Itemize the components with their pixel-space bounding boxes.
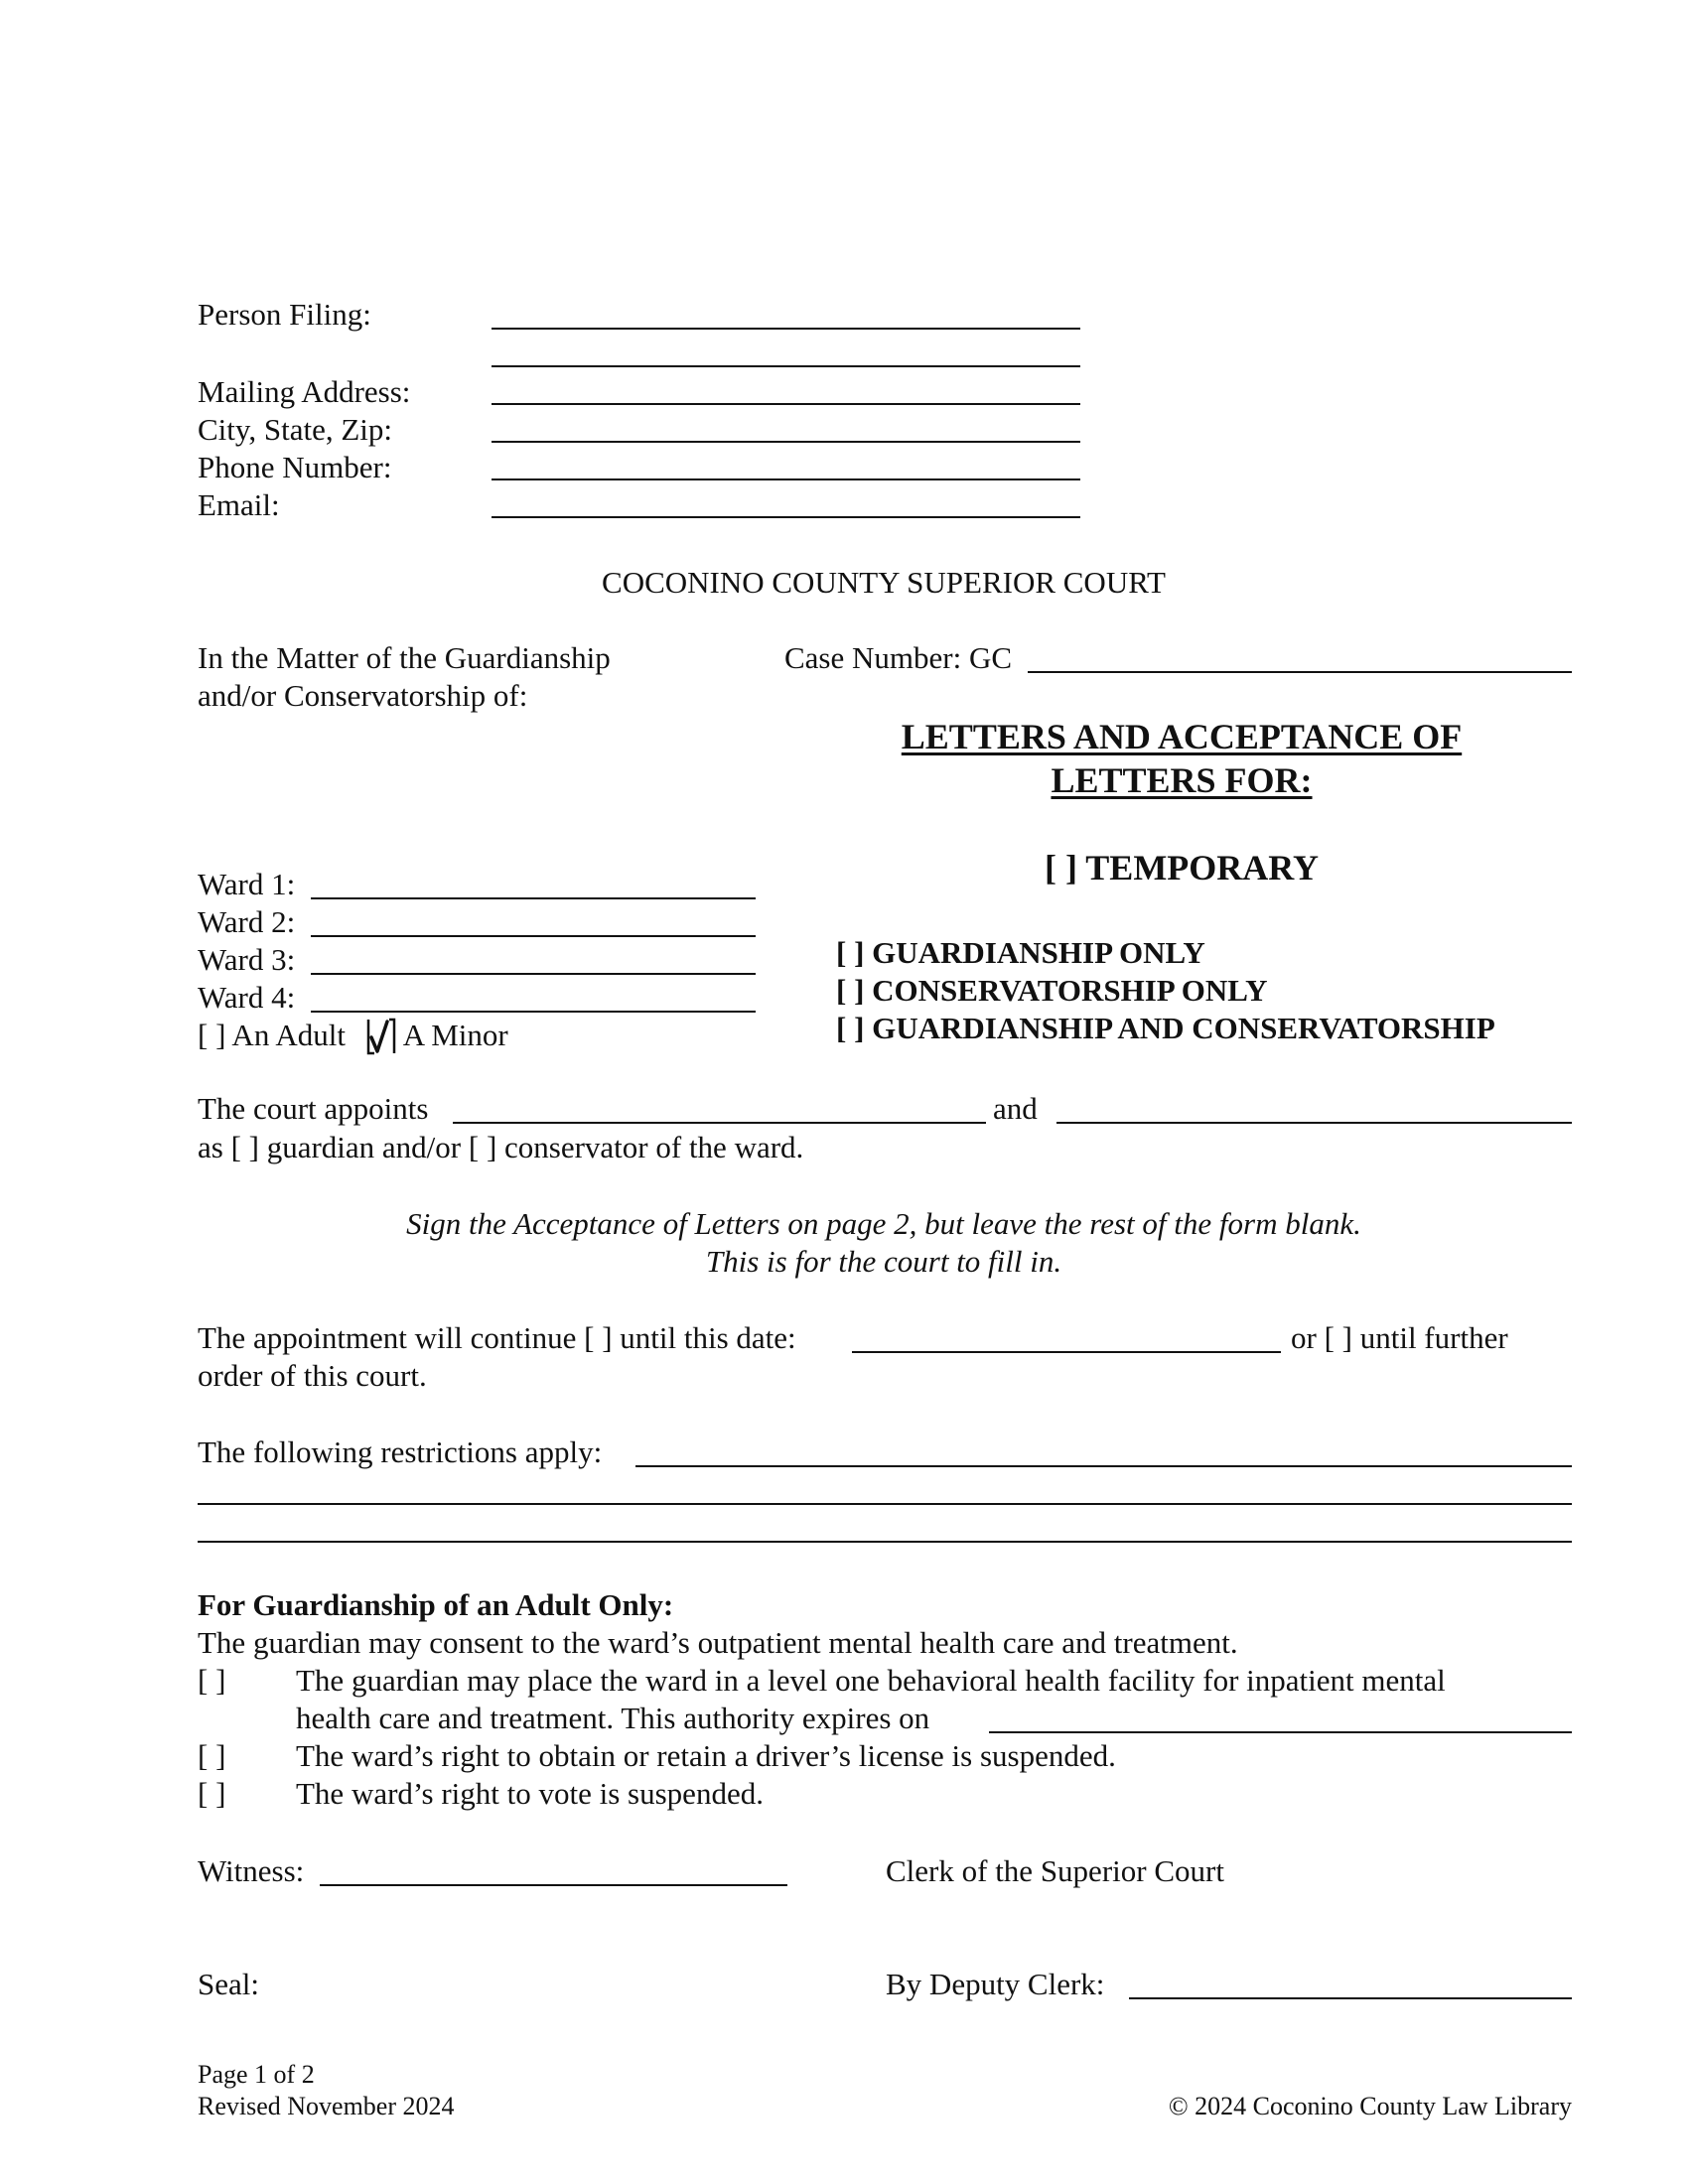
inpatient-text-2: health care and treatment. This authority expires on	[296, 1701, 930, 1735]
form-title-line-1: LETTERS AND ACCEPTANCE OF	[901, 717, 1463, 756]
person-filing-label: Person Filing:	[198, 297, 371, 332]
ward-2-label: Ward 2:	[198, 904, 296, 939]
city-state-zip-label: City, State, Zip:	[198, 412, 393, 447]
restrictions-field-1[interactable]	[635, 1465, 1572, 1467]
minor-label: A Minor	[402, 1018, 508, 1052]
ward-4-field[interactable]	[311, 1011, 756, 1013]
mailing-address-label: Mailing Address:	[198, 374, 411, 409]
instruction-line-1: Sign the Acceptance of Letters on page 2, but leave the rest of the form blank.	[406, 1206, 1361, 1241]
continuation-or[interactable]: or [ ] until further	[1291, 1320, 1508, 1355]
inpatient-checkbox[interactable]: [ ]	[198, 1663, 226, 1698]
case-number-field[interactable]	[1028, 671, 1572, 673]
ward-4-label: Ward 4:	[198, 980, 296, 1015]
appoint-and: and	[993, 1091, 1038, 1126]
deputy-clerk-field[interactable]	[1129, 1997, 1572, 1999]
witness-field[interactable]	[320, 1884, 787, 1886]
vote-text: The ward’s right to vote is suspended.	[296, 1776, 764, 1811]
continuation-date-field[interactable]	[852, 1351, 1281, 1353]
footer-page: Page 1 of 2	[198, 2060, 315, 2089]
restrictions-label: The following restrictions apply:	[198, 1434, 603, 1469]
email-field[interactable]	[492, 516, 1080, 518]
form-title-line-2: LETTERS FOR:	[1051, 760, 1313, 800]
footer-revised: Revised November 2024	[198, 2092, 455, 2120]
restrictions-field-2[interactable]	[198, 1503, 1572, 1505]
guardianship-only-option[interactable]: [ ] GUARDIANSHIP ONLY	[836, 935, 1205, 970]
ward-1-label: Ward 1:	[198, 867, 296, 901]
footer-copyright: © 2024 Coconino County Law Library	[1168, 2092, 1572, 2120]
deputy-clerk-label: By Deputy Clerk:	[886, 1967, 1105, 2001]
seal-label: Seal:	[198, 1967, 259, 2001]
court-title: COCONINO COUNTY SUPERIOR COURT	[602, 565, 1166, 600]
ward-age-row	[198, 1017, 508, 1054]
appoint-lead: The court appoints	[198, 1091, 429, 1126]
person-filing-field[interactable]	[492, 328, 1080, 330]
mailing-address-field[interactable]	[492, 403, 1080, 405]
ward-3-label: Ward 3:	[198, 942, 296, 977]
guardianship-and-conservatorship-option[interactable]: [ ] GUARDIANSHIP AND CONSERVATORSHIP	[836, 1011, 1495, 1045]
adult-section-intro: The guardian may consent to the ward’s outpatient mental health care and treatment.	[198, 1625, 1238, 1660]
matter-line-2: and/or Conservatorship of:	[198, 678, 528, 713]
temporary-option[interactable]: [ ] TEMPORARY	[1044, 848, 1320, 887]
restrictions-field-3[interactable]	[198, 1541, 1572, 1543]
appoint-role-line[interactable]: as [ ] guardian and/or [ ] conservator of the ward.	[198, 1130, 804, 1164]
adult-section-heading: For Guardianship of an Adult Only:	[198, 1587, 674, 1622]
phone-field[interactable]	[492, 478, 1080, 480]
clerk-label: Clerk of the Superior Court	[886, 1853, 1224, 1888]
appointee-1-field[interactable]	[453, 1122, 986, 1124]
ward-2-field[interactable]	[311, 935, 756, 937]
checkmark-icon	[365, 1018, 397, 1055]
vote-checkbox[interactable]: [ ]	[198, 1776, 226, 1811]
drivers-license-checkbox[interactable]: [ ]	[198, 1738, 226, 1773]
continuation-lead[interactable]: The appointment will continue [ ] until this date:	[198, 1320, 796, 1355]
minor-checkbox[interactable]	[365, 1018, 397, 1053]
case-number-label: Case Number: GC	[784, 640, 1013, 675]
continuation-line-2: order of this court.	[198, 1358, 427, 1393]
inpatient-text: The guardian may place the ward in a level one behavioral health facility for inpatient mental	[296, 1663, 1446, 1698]
adult-checkbox[interactable]: [ ] An Adult	[198, 1018, 346, 1052]
authority-expiry-field[interactable]	[989, 1731, 1572, 1733]
witness-label: Witness:	[198, 1853, 305, 1888]
appointee-2-field[interactable]	[1056, 1122, 1572, 1124]
ward-1-field[interactable]	[311, 897, 756, 899]
instruction-line-2: This is for the court to fill in.	[705, 1244, 1062, 1279]
city-state-zip-field[interactable]	[492, 441, 1080, 443]
conservatorship-only-option[interactable]: [ ] CONSERVATORSHIP ONLY	[836, 973, 1268, 1008]
matter-line-1: In the Matter of the Guardianship	[198, 640, 611, 675]
drivers-license-text: The ward’s right to obtain or retain a driver’s license is suspended.	[296, 1738, 1116, 1773]
phone-label: Phone Number:	[198, 450, 392, 484]
person-filing-field-2[interactable]	[492, 365, 1080, 367]
email-label: Email:	[198, 487, 280, 522]
ward-3-field[interactable]	[311, 973, 756, 975]
